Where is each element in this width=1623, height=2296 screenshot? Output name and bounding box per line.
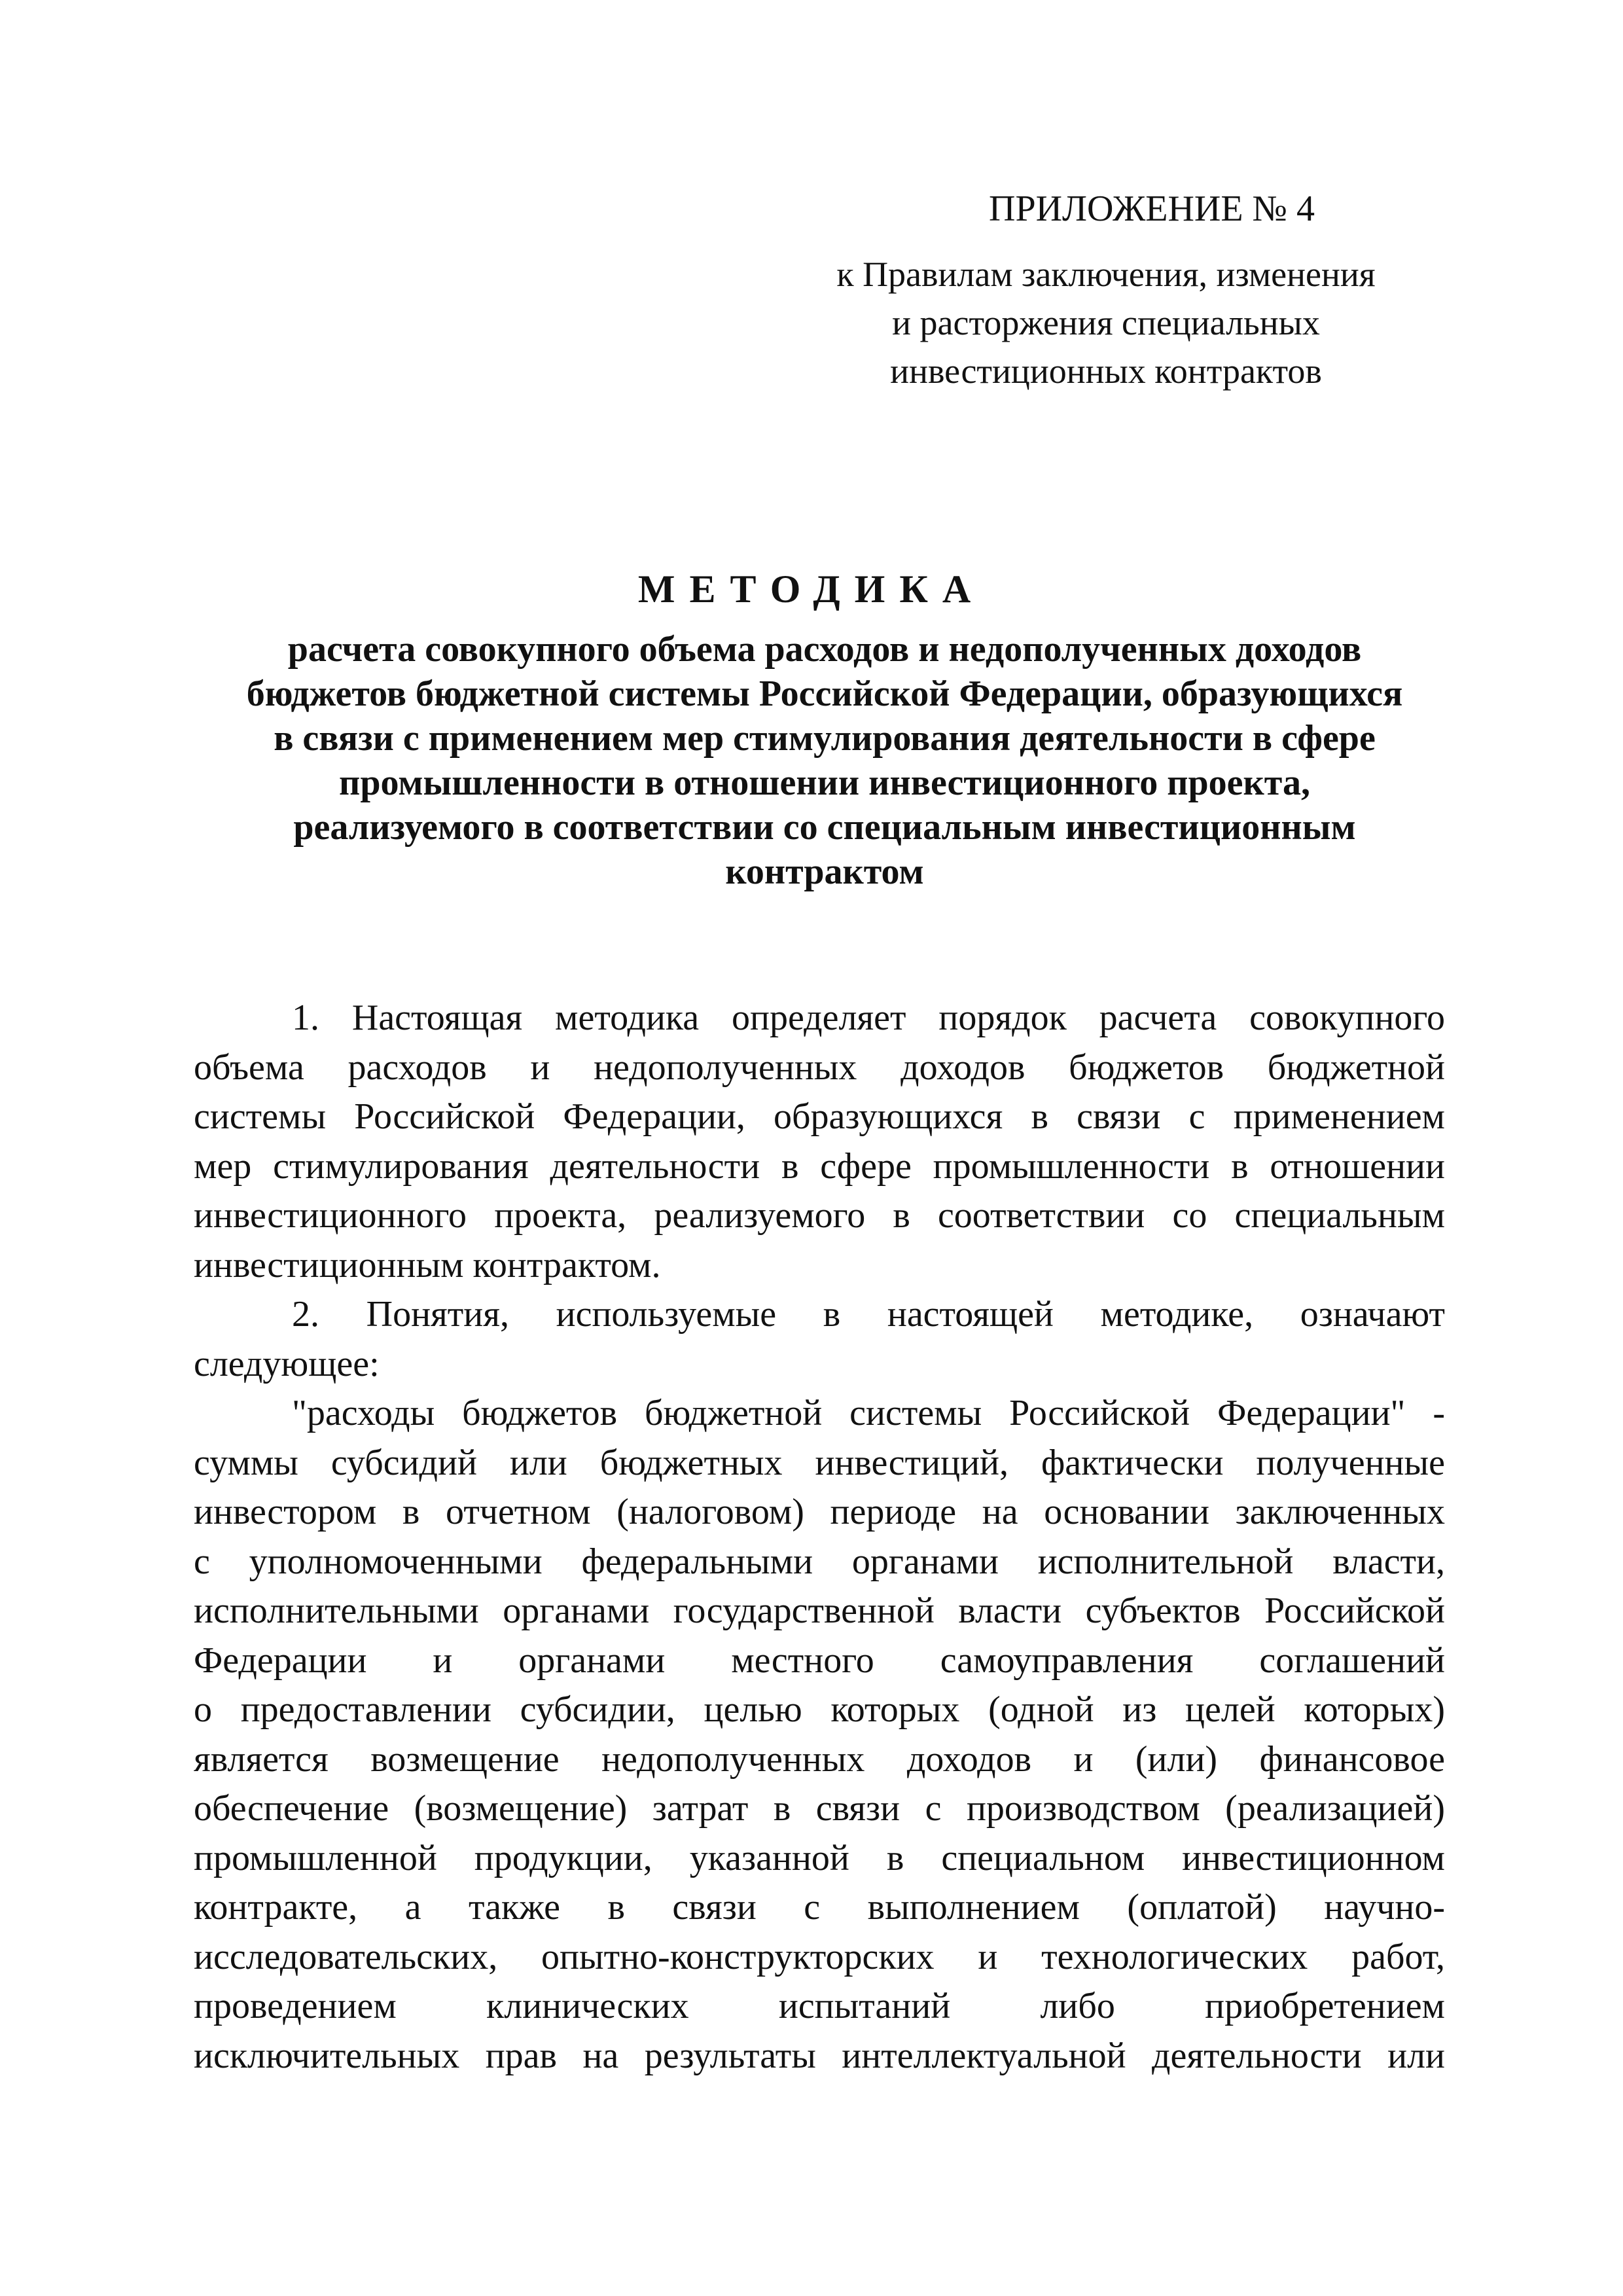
document-title: МЕТОДИКА [637,567,986,611]
body-line: Федерации и органами местного самоуправления соглашений [194,1640,1445,1681]
subtitle-line: контрактом [725,852,924,892]
appendix-line: к Правилам заключения, изменения [836,255,1376,294]
document-subtitle [196,627,1453,894]
appendix-header [805,185,1407,395]
body-line: 2. Понятия, используемые в настоящей методике, означают [292,1294,1445,1335]
body-line: проведением клинических испытаний либо приобретением [194,1986,1445,2026]
body-line: объема расходов и недополученных доходов бюджетов бюджетной [194,1047,1445,1088]
body-line: "расходы бюджетов бюджетной системы Российской Федерации" - [292,1393,1445,1433]
body-line: инвестиционным контрактом. [194,1244,661,1285]
body-line: следующее: [194,1343,380,1384]
subtitle-line: в связи с применением мер стимулирования деятельности в сфере [274,718,1376,759]
subtitle-line: бюджетов бюджетной системы Российской Федерации, образующихся [246,673,1403,714]
appendix-line: и расторжения специальных [892,303,1320,342]
body-line: о предоставлении субсидии, целью которых (одной из целей которых) [194,1689,1445,1730]
body-line: исключительных прав на результаты интеллектуальной деятельности или [194,2035,1445,2076]
body-line: является возмещение недополученных доходов и (или) финансовое [194,1738,1445,1780]
body-line: суммы субсидий или бюджетных инвестиций, фактически полученные [194,1442,1445,1483]
document-body [194,994,1445,2081]
body-line: мер стимулирования деятельности в сфере промышленности в отношении [194,1145,1445,1187]
body-line: промышленной продукции, указанной в специальном инвестиционном [194,1837,1445,1878]
subtitle-line: промышленности в отношении инвестиционного проекта, [339,762,1310,803]
appendix-line: инвестиционных контрактов [890,351,1322,391]
subtitle-line: расчета совокупного объема расходов и недополученных доходов [287,629,1362,670]
body-line: исследовательских, опытно-конструкторских и технологических работ, [194,1936,1445,1977]
body-line: обеспечение (возмещение) затрат в связи с производством (реализацией) [194,1788,1445,1829]
body-line: 1. Настоящая методика определяет порядок расчета совокупного [292,997,1445,1038]
body-line: системы Российской Федерации, образующихся в связи с применением [194,1096,1445,1137]
body-line: инвестиционного проекта, реализуемого в соответствии со специальным [194,1195,1445,1236]
body-line: с уполномоченными федеральными органами исполнительной власти, [194,1541,1445,1582]
body-line: инвестором в отчетном (налоговом) периоде на основании заключенных [194,1492,1445,1532]
subtitle-line: реализуемого в соответствии со специальным инвестиционным [293,807,1356,848]
appendix-title: ПРИЛОЖЕНИЕ № 4 [989,188,1315,229]
body-line: исполнительными органами государственной власти субъектов Российской [194,1590,1445,1631]
body-line: контракте, а также в связи с выполнением (оплатой) научно- [194,1887,1445,1928]
